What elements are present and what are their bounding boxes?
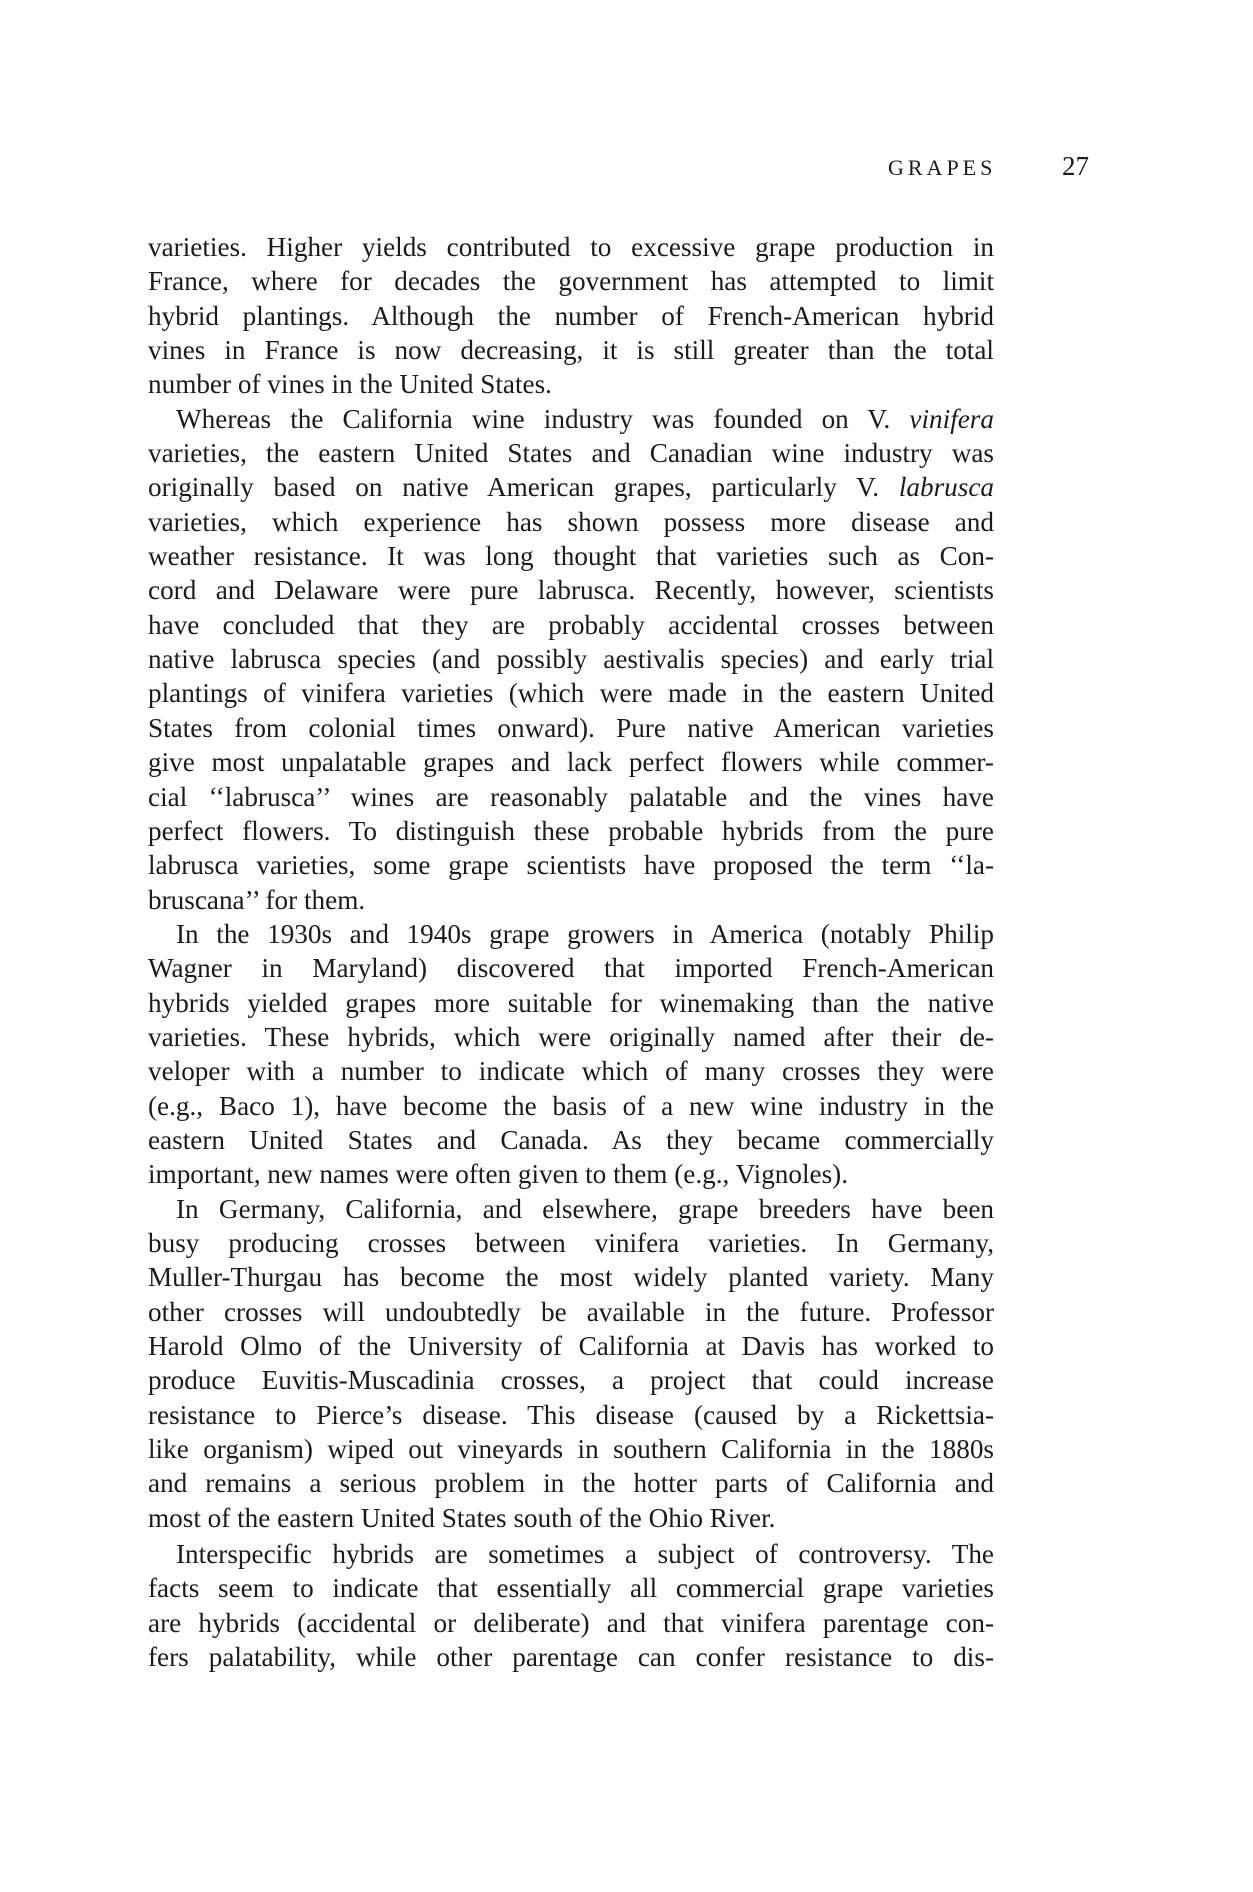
text-line: (e.g., Baco 1), have become the basis of a new wine industry in the bbox=[148, 1090, 994, 1121]
text-line: eastern United States and Canada. As they became commercially bbox=[148, 1124, 994, 1155]
running-head bbox=[0, 150, 1253, 186]
paragraph-2 bbox=[148, 402, 994, 917]
text-line: are hybrids (accidental or deliberate) and that vinifera parentage con- bbox=[148, 1607, 994, 1638]
text-line: other crosses will undoubtedly be available in the future. Professor bbox=[148, 1296, 994, 1327]
text-line: resistance to Pierce’s disease. This disease (caused by a Rickettsia- bbox=[148, 1399, 994, 1430]
text-line: hybrids yielded grapes more suitable for winemaking than the native bbox=[148, 987, 994, 1018]
text-line: hybrid plantings. Although the number of French-American hybrid bbox=[148, 300, 994, 331]
body-text bbox=[148, 230, 994, 1674]
paragraph-5 bbox=[148, 1537, 994, 1674]
text-line: cord and Delaware were pure labrusca. Recently, however, scientists bbox=[148, 575, 994, 606]
page-number: 27 bbox=[1062, 151, 1089, 181]
running-head-title: GRAPES bbox=[888, 155, 997, 180]
text-line: varieties. These hybrids, which were originally named after their de- bbox=[148, 1021, 994, 1052]
paragraph-3 bbox=[148, 917, 994, 1192]
text-line: Whereas the California wine industry was founded on V. vinifera bbox=[176, 403, 994, 434]
text-line: most of the eastern United States south of the Ohio River. bbox=[148, 1502, 776, 1533]
text-line: France, where for decades the government has attempted to limit bbox=[148, 266, 994, 297]
text-line: important, new names were often given to them (e.g., Vignoles). bbox=[148, 1159, 849, 1190]
paragraph-4 bbox=[148, 1192, 994, 1535]
text-line: varieties, the eastern United States and Canadian wine industry was bbox=[148, 438, 994, 469]
text-line: busy producing crosses between vinifera varieties. In Germany, bbox=[148, 1227, 994, 1258]
text-line: Harold Olmo of the University of California at Davis has worked to bbox=[148, 1331, 994, 1361]
text-line: plantings of vinifera varieties (which were made in the eastern United bbox=[148, 678, 994, 709]
text-line: cial ‘‘labrusca’’ wines are reasonably palatable and the vines have bbox=[148, 781, 994, 812]
text-line: States from colonial times onward). Pure native American varieties bbox=[148, 712, 994, 743]
text-line: fers palatability, while other parentage can confer resistance to dis- bbox=[148, 1642, 994, 1673]
text-line: vines in France is now decreasing, it is still greater than the total bbox=[148, 335, 994, 366]
text-line: produce Euvitis-Muscadinia crosses, a project that could increase bbox=[148, 1365, 994, 1396]
text-line: In Germany, California, and elsewhere, grape breeders have been bbox=[176, 1193, 994, 1224]
text-line: labrusca varieties, some grape scientists have proposed the term ‘‘la- bbox=[148, 850, 994, 881]
text-line: and remains a serious problem in the hotter parts of California and bbox=[148, 1468, 994, 1499]
species-name: vinifera bbox=[909, 403, 994, 434]
text-line: like organism) wiped out vineyards in southern California in the 1880s bbox=[148, 1434, 994, 1465]
text-line: varieties, which experience has shown possess more disease and bbox=[148, 506, 994, 537]
text-line: number of vines in the United States. bbox=[148, 369, 552, 400]
text-line: originally based on native American grapes, particularly V. labrusca bbox=[148, 472, 994, 503]
text-line: veloper with a number to indicate which of many crosses they were bbox=[148, 1056, 994, 1087]
text-line: Muller-Thurgau has become the most widely planted variety. Many bbox=[148, 1262, 994, 1293]
text-line: varieties. Higher yields contributed to excessive grape production in bbox=[148, 232, 994, 262]
text-line: give most unpalatable grapes and lack perfect flowers while commer- bbox=[148, 747, 994, 778]
text-line: weather resistance. It was long thought that varieties such as Con- bbox=[148, 541, 994, 572]
text-line: Wagner in Maryland) discovered that imported French-American bbox=[148, 953, 994, 984]
text-line: have concluded that they are probably accidental crosses between bbox=[148, 609, 994, 640]
text-line: Interspecific hybrids are sometimes a subject of controversy. The bbox=[176, 1539, 994, 1570]
paragraph-1 bbox=[148, 230, 994, 402]
text-line: In the 1930s and 1940s grape growers in America (notably Philip bbox=[176, 918, 994, 949]
text-line: facts seem to indicate that essentially all commercial grape varieties bbox=[148, 1573, 994, 1604]
text-line: native labrusca species (and possibly aestivalis species) and early trial bbox=[148, 644, 994, 675]
species-name: labrusca bbox=[898, 472, 994, 503]
text-line: perfect flowers. To distinguish these probable hybrids from the pure bbox=[148, 815, 994, 846]
text-line: bruscana’’ for them. bbox=[148, 884, 366, 915]
